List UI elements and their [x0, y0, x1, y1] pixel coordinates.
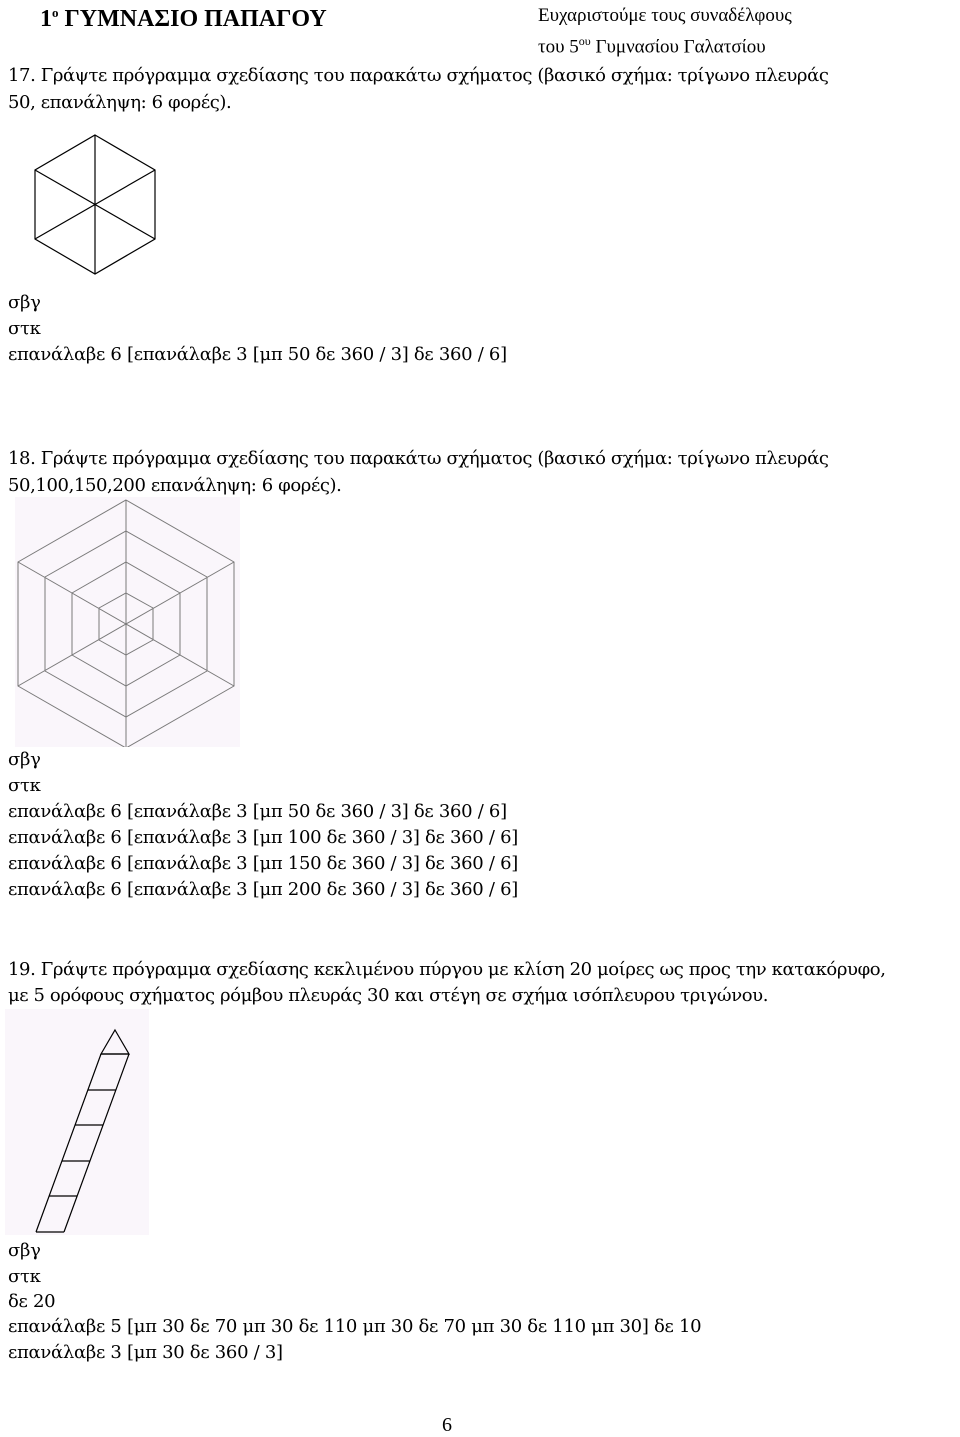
exercise19-code-line-4: επανάλαβε 5 [μπ 30 δε 70 μπ 30 δε 110 μπ 30 δε 70 μπ 30 δε 110 μπ 30] δε 10: [8, 1316, 702, 1337]
exercise18-code-line-4: επανάλαβε 6 [επανάλαβε 3 [μπ 100 δε 360 / 3] δε 360 / 6]: [8, 827, 518, 848]
exercise19-leaning-tower: [5, 1009, 149, 1235]
page-number: 6: [442, 1414, 452, 1436]
exercise19-text-line-1: 19. Γράψτε πρόγραμμα σχεδίασης κεκλιμένου πύργου με κλίση 20 μοίρες ως προς την κατακόρυφο,: [8, 959, 886, 980]
exercise17-code-line-1: σβγ: [8, 292, 41, 313]
exercise17-text-line-1: 17. Γράψτε πρόγραμμα σχεδίασης του παρακάτω σχήματος (βασικό σχήμα: τρίγωνο πλευράς: [8, 65, 829, 86]
exercise18-text-line-2: 50,100,150,200 επανάληψη: 6 φορές).: [8, 475, 342, 496]
exercise17-code-line-3: επανάλαβε 6 [επανάλαβε 3 [μπ 50 δε 360 / 3] δε 360 / 6]: [8, 344, 507, 365]
exercise19-text-line-2: με 5 ορόφους σχήματος ρόμβου πλευράς 30 και στέγη σε σχήμα ισόπλευρου τριγώνου.: [8, 985, 769, 1006]
exercise18-code-line-2: στκ: [8, 775, 41, 796]
exercise18-code-line-6: επανάλαβε 6 [επανάλαβε 3 [μπ 200 δε 360 / 3] δε 360 / 6]: [8, 879, 518, 900]
exercise17-hexagon: [20, 122, 170, 282]
exercise19-code-line-5: επανάλαβε 3 [μπ 30 δε 360 / 3]: [8, 1342, 283, 1363]
exercise19-code-line-1: σβγ: [8, 1240, 41, 1261]
exercise19-code-line-3: δε 20: [8, 1291, 56, 1312]
exercise18-text-line-1: 18. Γράψτε πρόγραμμα σχεδίασης του παρακάτω σχήματος (βασικό σχήμα: τρίγωνο πλευράς: [8, 448, 829, 469]
thanks-line-2: του $5^{o\upsilon}$ Γυμνασίου Γαλατσίου: [538, 34, 766, 58]
exercise18-code-line-1: σβγ: [8, 749, 41, 770]
exercise17-code-line-2: στκ: [8, 318, 41, 339]
exercise18-nested-hexagons: [15, 497, 240, 747]
exercise19-code-line-2: στκ: [8, 1266, 41, 1287]
exercise18-code-line-5: επανάλαβε 6 [επανάλαβε 3 [μπ 150 δε 360 / 3] δε 360 / 6]: [8, 853, 518, 874]
exercise18-code-line-3: επανάλαβε 6 [επανάλαβε 3 [μπ 50 δε 360 / 3] δε 360 / 6]: [8, 801, 507, 822]
exercise17-text-line-2: 50, επανάληψη: 6 φορές).: [8, 92, 232, 113]
school-title: $1^o$ ΓΥΜΝΑΣΙΟ ΠΑΠΑΓΟΥ: [40, 5, 327, 32]
thanks-line-1: Ευχαριστούμε τους συναδέλφους: [538, 5, 792, 26]
